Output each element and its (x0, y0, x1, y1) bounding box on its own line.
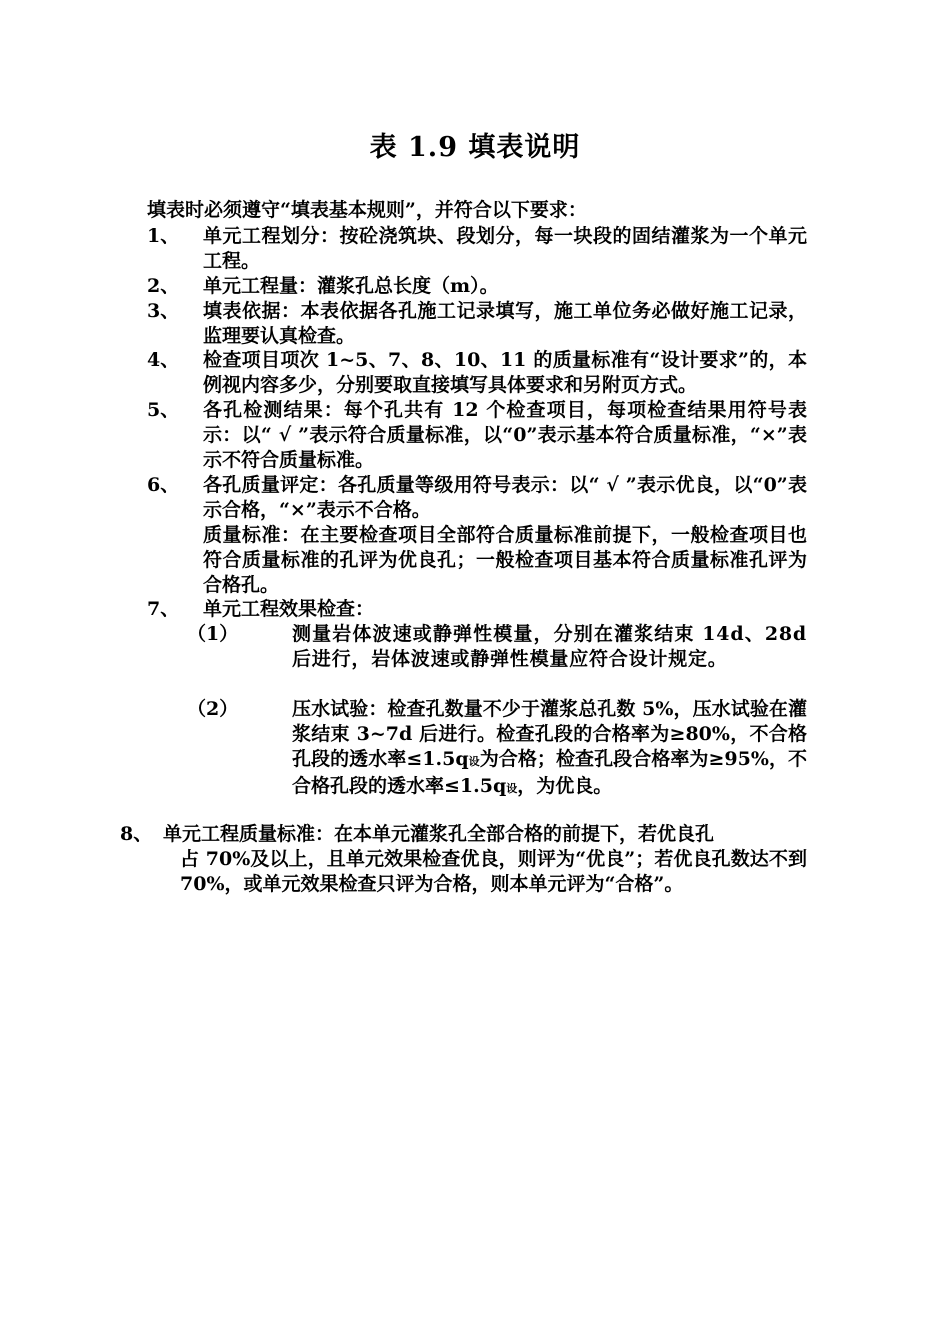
item-number: 4、 (147, 349, 180, 371)
sub-item-number: （1） (187, 623, 239, 645)
item-8-continuation: 占 70%及以上，且单元效果检查优良，则评为“优良”；若优良孔数达不到 70%，或单元效果检查只评为合格，则本单元评为“合格”。 (180, 848, 807, 895)
item-number: 5、 (147, 399, 180, 421)
sub-item-text: 测量岩体波速或静弹性模量，分别在灌浆结束 14d、28d 后进行，岩体波速或静弹性模量应符合设计规定。 (292, 623, 807, 670)
design-subscript: 设 (506, 782, 518, 795)
intro-text: 填表时必须遵守“填表基本规则”，并符合以下要求： (147, 199, 587, 221)
item-number: 3、 (147, 300, 180, 322)
item-text: 填表依据：本表依据各孔施工记录填写，施工单位务必做好施工记录，监理要认真检查。 (203, 300, 807, 347)
pressure-test-text-c: ，为优良。 (517, 775, 613, 797)
item-text: 各孔检测结果：每个孔共有 12 个检查项目，每项检查结果用符号表示：以“ √ ”表示符合质量标准，以“0”表示基本符合质量标准，“×”表示不符合质量标准。 (203, 399, 807, 471)
item-text: 各孔质量评定：各孔质量等级用符号表示：以“ √ ”表示优良，以“0”表示合格，“×”表示不合格。 (203, 474, 807, 521)
item-number: 6、 (147, 474, 180, 496)
item-text: 单元工程量：灌浆孔总长度（m）。 (203, 275, 499, 297)
item-text: 单元工程划分：按砼浇筑块、段划分，每一块段的固结灌浆为一个单元工程。 (203, 225, 807, 272)
sub-item-number: （2） (187, 698, 239, 720)
item-number: 7、 (147, 598, 180, 620)
pressure-test-text-a: 压水试验：检查孔数量不少于灌浆总孔数 5%，压水试验在灌浆结束 3~7d 后进行。检查孔段的合格率为≥80%，不合格孔段的透水率≤1.5q (292, 698, 807, 770)
item-text: 单元工程效果检查： (203, 598, 375, 620)
item-text: 检查项目项次 1~5、7、8、10、11 的质量标准有“设计要求”的，本例视内容多少，分别要取直接填写具体要求和另附页方式。 (203, 349, 807, 396)
item-number: 1、 (147, 225, 180, 247)
sub-item-text (292, 697, 807, 801)
item-number: 2、 (147, 275, 180, 297)
pressure-test-text-b: 为合格；检查孔段合格率为≥95%，不合格孔段的透水率≤1.5q (292, 748, 808, 797)
page-title: 表 1.9 填表说明 (369, 132, 581, 163)
quality-standard-note: 质量标准：在主要检查项目全部符合质量标准前提下，一般检查项目也符合质量标准的孔评为优良孔；一般检查项目基本符合质量标准孔评为合格孔。 (203, 524, 807, 596)
item-8-first-line: 单元工程质量标准：在本单元灌浆孔全部合格的前提下，若优良孔 (163, 823, 715, 845)
design-subscript: 设 (468, 755, 480, 768)
item-text (163, 822, 807, 897)
item-number: 8、 (120, 823, 153, 845)
